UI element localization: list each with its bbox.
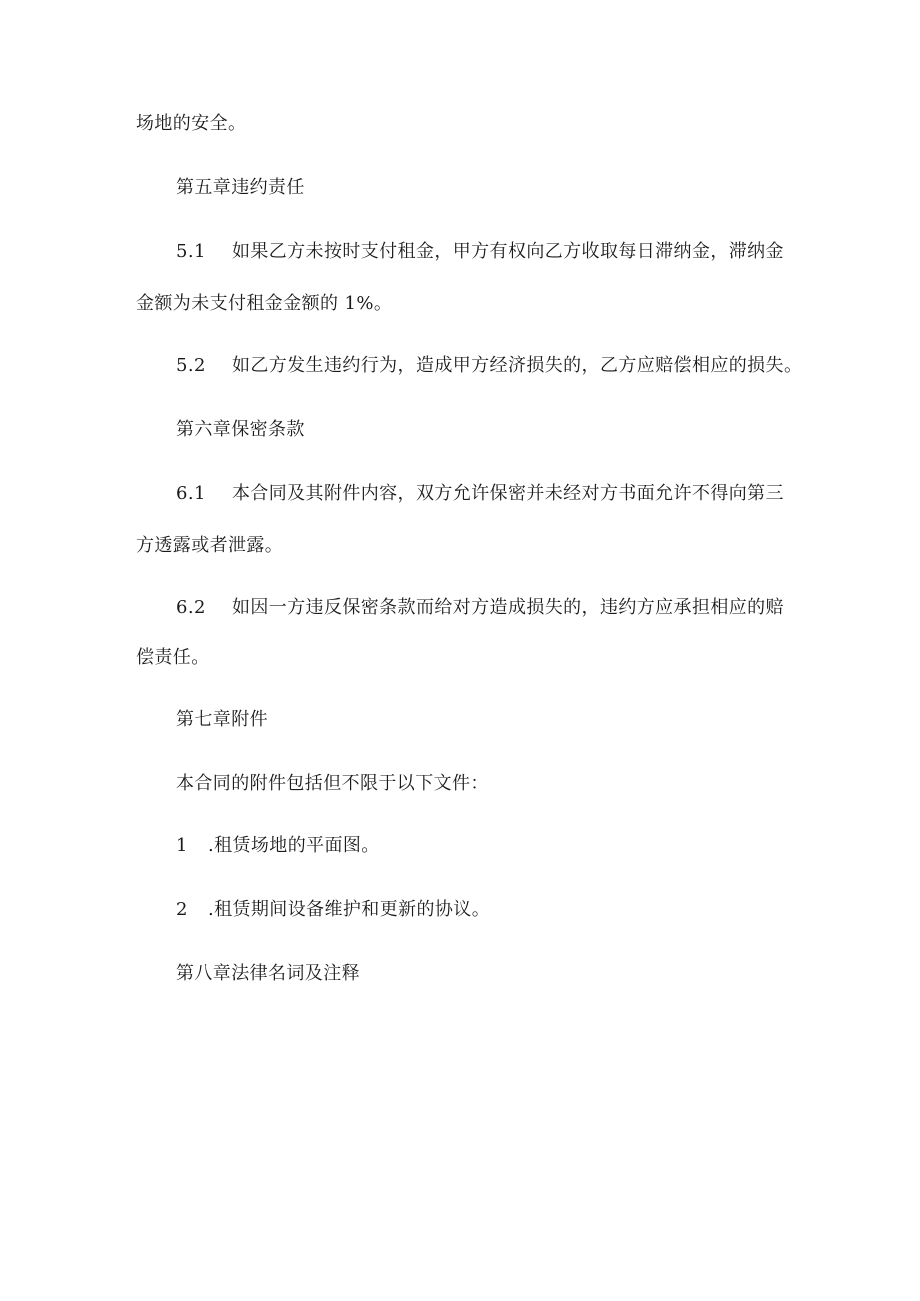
clause-number: 6.1 bbox=[176, 483, 206, 504]
clause-5-1 bbox=[176, 240, 784, 264]
paragraph-continuation bbox=[136, 112, 246, 136]
clause-text: 本合同及其附件内容，双方允许保密并未经对方书面允许不得向第三 bbox=[231, 483, 784, 504]
text-line: 场地的安全。 bbox=[136, 113, 247, 134]
annex-item-1 bbox=[176, 834, 380, 858]
clause-text: 偿责任。 bbox=[136, 647, 210, 668]
chapter-6-title bbox=[176, 418, 305, 442]
clause-6-2 bbox=[176, 596, 784, 620]
annex-intro bbox=[176, 772, 489, 796]
chapter-7-title bbox=[176, 708, 268, 732]
clause-text: 如因一方违反保密条款而给对方造成损失的，违约方应承担相应的赔 bbox=[231, 597, 784, 618]
clause-5-2 bbox=[176, 354, 802, 378]
clause-text: 金额为未支付租金金额的 1%。 bbox=[136, 293, 393, 314]
heading-text: 第七章附件 bbox=[176, 709, 268, 730]
annex-item-2 bbox=[176, 898, 490, 922]
clause-number: 5.2 bbox=[176, 355, 206, 376]
list-number: 1 bbox=[176, 835, 188, 856]
clause-6-2-continued bbox=[136, 646, 210, 670]
heading-text: 第六章保密条款 bbox=[176, 419, 305, 440]
heading-text: 第八章法律名词及注释 bbox=[176, 963, 360, 984]
clause-text: 如果乙方未按时支付租金，甲方有权向乙方收取每日滞纳金，滞纳金 bbox=[231, 241, 784, 262]
clause-6-1-continued bbox=[136, 534, 283, 558]
clause-text: 如乙方发生违约行为，造成甲方经济损失的，乙方应赔偿相应的损失。 bbox=[231, 355, 803, 376]
heading-text: 第五章违约责任 bbox=[176, 177, 305, 198]
clause-number: 5.1 bbox=[176, 241, 206, 262]
list-text: .租赁场地的平面图。 bbox=[207, 835, 380, 856]
list-number: 2 bbox=[176, 899, 188, 920]
clause-5-1-continued bbox=[136, 292, 392, 316]
list-text: .租赁期间设备维护和更新的协议。 bbox=[207, 899, 491, 920]
clause-text: 方透露或者泄露。 bbox=[136, 535, 284, 556]
clause-6-1 bbox=[176, 482, 784, 506]
clause-number: 6.2 bbox=[176, 597, 206, 618]
chapter-8-title bbox=[176, 962, 360, 986]
chapter-5-title bbox=[176, 176, 305, 200]
paragraph-text: 本合同的附件包括但不限于以下文件： bbox=[176, 773, 489, 794]
